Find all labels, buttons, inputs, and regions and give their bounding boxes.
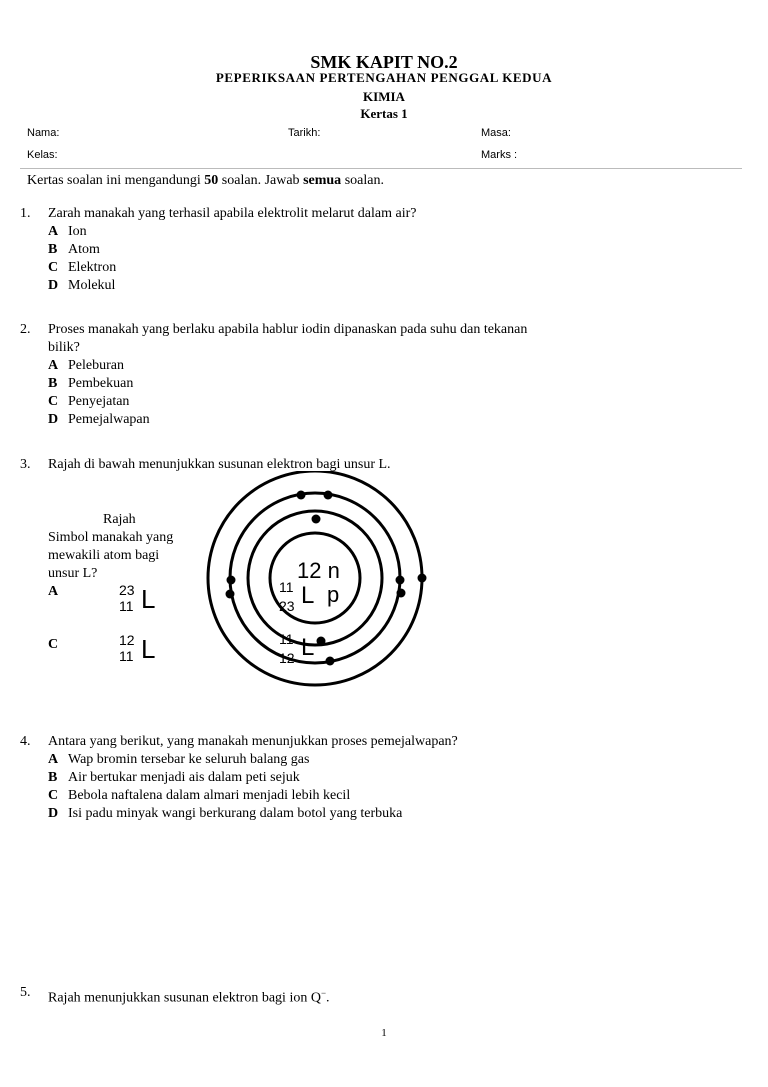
option-a: A Wap bromin tersebar ke seluruh balang gas bbox=[48, 752, 310, 767]
option-d: D Pemejalwapan bbox=[48, 412, 150, 427]
electron bbox=[397, 589, 406, 598]
nucleus-neutron-label: 12 n bbox=[297, 558, 340, 583]
option-d: D Isi padu minyak wangi berkurang dalam botol yang terbuka bbox=[48, 806, 403, 821]
subject-title: KIMIA bbox=[363, 89, 405, 104]
electron bbox=[324, 491, 333, 500]
question-text: Rajah di bawah menunjukkan susunan elektron bagi unsur L. bbox=[48, 457, 391, 472]
option-a: A Ion bbox=[48, 224, 87, 239]
header-divider bbox=[20, 168, 742, 169]
electron bbox=[312, 515, 321, 524]
question-number: 2. bbox=[20, 322, 31, 337]
question-text: Proses manakah yang berlaku apabila hablur iodin dipanaskan pada suhu dan tekanan bbox=[48, 322, 528, 337]
time-field-label: Masa: bbox=[481, 127, 511, 139]
electron bbox=[226, 590, 235, 599]
question-text: Rajah menunjukkan susunan elektron bagi ion Q−. bbox=[48, 988, 330, 1006]
electron bbox=[326, 657, 335, 666]
question-text-cont: bilik? bbox=[48, 340, 80, 355]
page-number: 1 bbox=[381, 1027, 387, 1039]
electron bbox=[227, 576, 236, 585]
sub-question-line: Simbol manakah yang bbox=[48, 530, 174, 545]
option-d: D Molekul bbox=[48, 278, 116, 293]
electron bbox=[317, 637, 326, 646]
exam-title: PEPERIKSAAN PERTENGAHAN PENGGAL KEDUA bbox=[215, 70, 553, 85]
electron bbox=[297, 491, 306, 500]
question-number: 4. bbox=[20, 734, 31, 749]
option-c: C Elektron bbox=[48, 260, 117, 275]
option-b: B Atom bbox=[48, 242, 100, 257]
overlay-label-top: 11 bbox=[279, 631, 294, 647]
name-field-label: Nama: bbox=[27, 127, 60, 139]
overlay-label-bottom: 12 bbox=[279, 650, 295, 666]
overlay-symbol: L bbox=[301, 582, 315, 609]
option-c: C Bebola naftalena dalam almari menjadi lebih kecil bbox=[48, 788, 351, 803]
sub-question-line: mewakili atom bagi bbox=[48, 548, 160, 563]
question-number: 5. bbox=[20, 985, 31, 1000]
question-text: Antara yang berikut, yang manakah menunjukkan proses pemejalwapan? bbox=[48, 734, 458, 749]
school-name: SMK KAPIT NO.2 bbox=[310, 52, 458, 72]
overlay-symbol: L bbox=[301, 634, 315, 661]
electron bbox=[396, 576, 405, 585]
overlay-label-bottom: 23 bbox=[279, 598, 295, 614]
ion-charge: − bbox=[320, 988, 327, 998]
nucleus-proton-label: p bbox=[327, 582, 340, 607]
option-a-letter: A bbox=[48, 584, 59, 599]
question-number: 3. bbox=[20, 457, 31, 472]
sub-question-line: unsur L? bbox=[48, 566, 98, 581]
option-c-letter: C bbox=[48, 637, 59, 652]
date-field-label: Tarikh: bbox=[288, 127, 321, 139]
question-number: 1. bbox=[20, 206, 31, 221]
figure-caption: Rajah bbox=[103, 512, 136, 527]
option-c: C Penyejatan bbox=[48, 394, 130, 409]
electron bbox=[418, 574, 427, 583]
question-text: Zarah manakah yang terhasil apabila elektrolit melarut dalam air? bbox=[48, 206, 417, 221]
option-b: B Pembekuan bbox=[48, 376, 134, 391]
electron-arrangement-diagram bbox=[193, 471, 443, 721]
class-field-label: Kelas: bbox=[27, 149, 58, 161]
overlay-label-top: 11 bbox=[279, 579, 294, 595]
option-b: B Air bertukar menjadi ais dalam peti sejuk bbox=[48, 770, 300, 785]
option-a: A Peleburan bbox=[48, 358, 124, 373]
marks-field-label: Marks : bbox=[481, 149, 518, 161]
paper-title: Kertas 1 bbox=[360, 106, 408, 121]
instruction-text: Kertas soalan ini mengandungi 50 soalan. Jawab semua soalan. bbox=[27, 173, 384, 188]
